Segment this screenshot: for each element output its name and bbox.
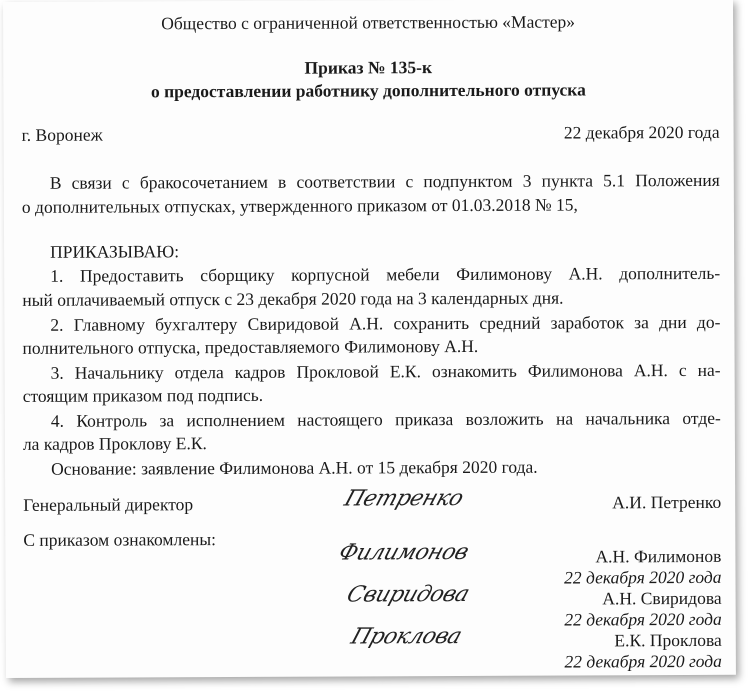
- signature-filimonov: Филимонов: [335, 539, 472, 566]
- item-1-line-2: ный оплачиваемый отпуск с 23 декабря 2020 года на 3 календарных дня.: [22, 287, 564, 310]
- order-title: Приказ № 135-к: [304, 57, 433, 78]
- acquainted-name-1: А.Н. Филимонов: [595, 545, 722, 567]
- signature-sviridova: Свиридова: [343, 581, 473, 608]
- item-4-line-2: ла кадров Проклову Е.К.: [22, 433, 207, 454]
- item-3-line-1: 3. Начальнику отдела кадров Прокловой Е.К. ознакомить Филимонова А.Н. с на-: [50, 359, 721, 383]
- acquainted-date-2: 22 декабря 2020 года: [564, 608, 722, 630]
- organization-name: Общество с ограниченной ответственностью «Мастер»: [161, 11, 576, 34]
- item-2-line-1: 2. Главному бухгалтеру Свиридовой А.Н. сохранить средний заработок за дни до-: [50, 311, 721, 335]
- basis: Основание: заявление Филимонова А.Н. от 15 декабря 2020 года.: [50, 456, 538, 479]
- order-date: 22 декабря 2020 года: [563, 121, 720, 143]
- acquainted-date-3: 22 декабря 2020 года: [564, 650, 722, 672]
- director-name: А.И. Петренко: [612, 491, 722, 513]
- item-1-line-1: 1. Предоставить сборщику корпусной мебели Филимонову А.Н. дополнитель-: [50, 262, 721, 286]
- intro-line-2: о дополнительных отпусках, утвержденного приказом от 01.03.2018 № 15,: [21, 194, 578, 217]
- director-position: Генеральный директор: [23, 494, 194, 515]
- item-2-line-2: полнительного отпуска, предоставляемого Филимонову А.Н.: [22, 335, 479, 358]
- item-4-line-1: 4. Контроль за исполнением настоящего приказа возложить на начальника отде-: [50, 407, 721, 431]
- intro-line-1: В связи с бракосочетанием в соответствии с подпунктом 3 пункта 5.1 Положения: [49, 169, 720, 193]
- order-word: ПРИКАЗЫВАЮ:: [50, 241, 180, 262]
- item-3-line-2: стоящим приказом под подпись.: [22, 384, 264, 406]
- city: г. Воронеж: [21, 124, 103, 145]
- acquainted-name-3: Е.К. Проклова: [614, 629, 722, 651]
- signature-proklova: Проклова: [347, 623, 465, 650]
- acquainted-name-2: А.Н. Свиридова: [602, 587, 722, 609]
- document-sheet: [3, 0, 736, 678]
- acquainted-date-1: 22 декабря 2020 года: [564, 566, 722, 588]
- acquainted-label: С приказом ознакомлены:: [23, 529, 216, 550]
- director-signature: Петренко: [341, 485, 467, 512]
- order-subtitle: о предоставлении работнику дополнительного отпуска: [150, 79, 586, 102]
